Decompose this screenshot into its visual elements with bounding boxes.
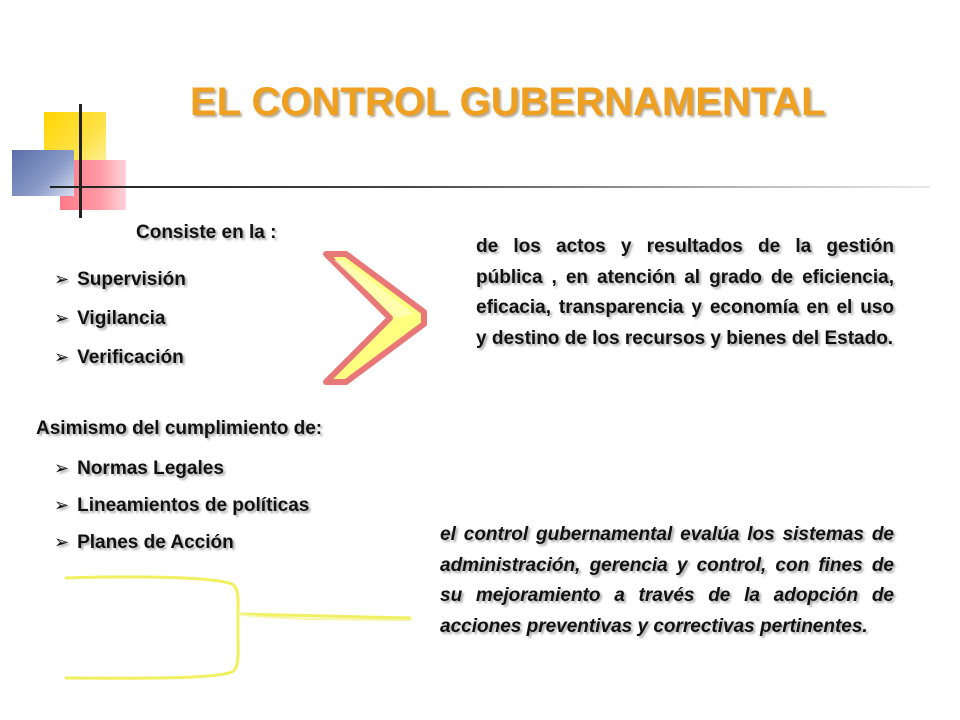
list-item bbox=[54, 524, 309, 561]
decor-vertical-line bbox=[79, 104, 82, 218]
arrow-bullet-icon: ➢ bbox=[54, 347, 70, 367]
arrow-bullet-icon: ➢ bbox=[54, 269, 70, 289]
list-item bbox=[54, 338, 186, 377]
arrow-bullet-icon: ➢ bbox=[54, 308, 70, 328]
asimismo-label: Asimismo del cumplimiento de: bbox=[36, 418, 323, 439]
chevron-right-icon bbox=[312, 248, 436, 388]
list-item bbox=[54, 299, 186, 338]
compliance-list bbox=[54, 450, 309, 561]
description-two: el control gubernamental evalúa los sistemas de administración, gerencia y control, con fines de su mejoramiento a través de la adopción de acciones preventivas y correctivas pertinentes. bbox=[440, 524, 894, 637]
list-item-label: Verificación bbox=[77, 346, 184, 368]
arrow-bullet-icon: ➢ bbox=[54, 532, 70, 552]
actions-list bbox=[54, 260, 186, 377]
decor-blue-square bbox=[12, 150, 74, 196]
description-one: de los actos y resultados de la gestión pública , en atención al grado de eficiencia, eficacia, transparencia y economía en el uso y destino de los recursos y bienes del Estado. bbox=[476, 236, 894, 349]
list-item-label: Planes de Acción bbox=[77, 531, 234, 553]
arrow-bullet-icon: ➢ bbox=[54, 458, 70, 478]
list-item-label: Lineamientos de políticas bbox=[77, 494, 310, 516]
list-item-label: Vigilancia bbox=[77, 307, 166, 329]
arrow-bullet-icon: ➢ bbox=[54, 495, 70, 515]
list-item-label: Normas Legales bbox=[77, 457, 224, 479]
list-item bbox=[54, 260, 186, 299]
list-item bbox=[54, 487, 309, 524]
brace-connector-icon bbox=[60, 568, 416, 688]
slide-title: EL CONTROL GUBERNAMENTAL bbox=[190, 80, 826, 124]
list-item-label: Supervisión bbox=[77, 268, 186, 290]
decor-horizontal-line bbox=[50, 186, 930, 188]
consiste-label: Consiste en la : bbox=[136, 222, 277, 243]
list-item bbox=[54, 450, 309, 487]
